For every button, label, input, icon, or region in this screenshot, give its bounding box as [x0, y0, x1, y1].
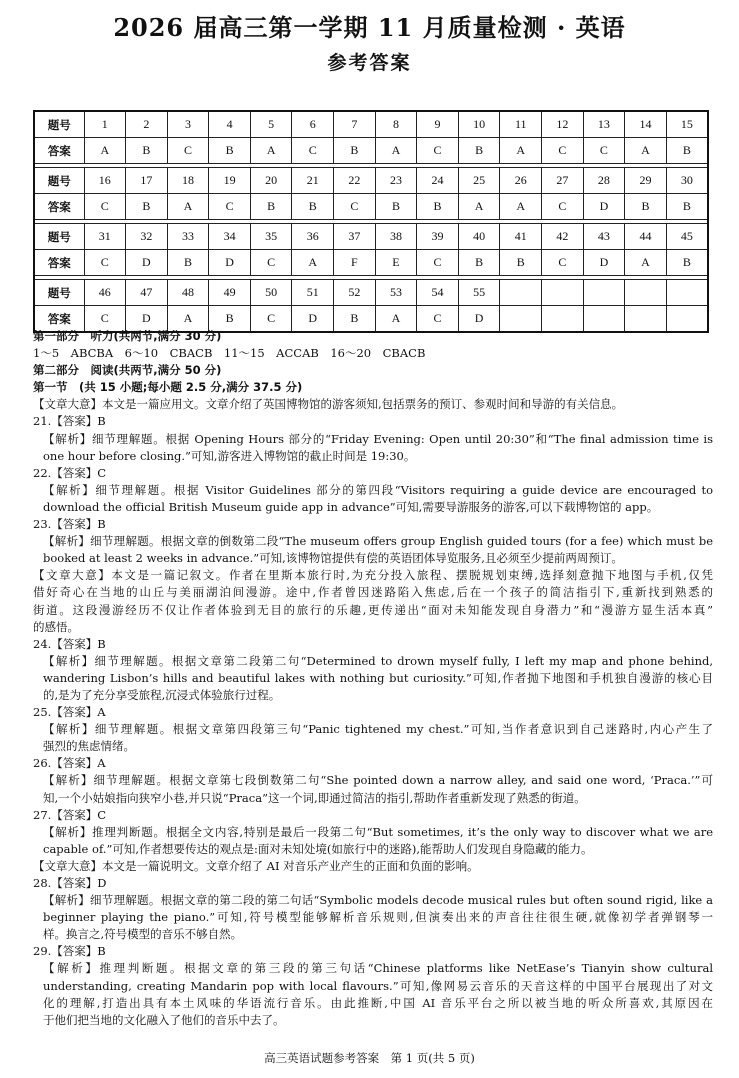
question-number-cell: 30 [666, 168, 708, 194]
answer-cell: B [417, 194, 459, 220]
text-line: wandering Lisbon’s hills and beautiful lakes with nothing but curiosity.”可知,作者抛下地图和手机独自漫游的核心目 [43, 670, 713, 685]
question-number-cell: 2 [126, 111, 168, 138]
question-number-cell: 31 [84, 224, 126, 250]
question-number-cell: 15 [666, 111, 708, 138]
question-number-cell: 5 [250, 111, 292, 138]
document-title: 2026 届高三第一学期 11 月质量检测 · 英语 [113, 13, 626, 42]
answer-table [33, 110, 709, 333]
answer-cell: C [542, 138, 584, 164]
text-line: 街道。这段漫游经历不仅让作者体验到无目的旅行的乐趣,更传递出“面对未知能发现自身潜力”和“漫游方显生活本真” [33, 602, 713, 617]
question-label-cell: 题号 [34, 280, 84, 306]
text-line: 第一部分 听力(共两节,满分 30 分) [33, 329, 222, 343]
text-line: 强烈的焦虑情绪。 [43, 739, 135, 754]
question-number-cell: 41 [500, 224, 542, 250]
question-number-cell: 40 [458, 224, 500, 250]
question-number-cell: 17 [126, 168, 168, 194]
question-number-cell [666, 280, 708, 306]
answer-cell: B [625, 194, 667, 220]
answer-cell: A [292, 250, 334, 276]
text-line: 第一节 (共 15 小题;每小题 2.5 分,满分 37.5 分) [33, 380, 303, 395]
question-number-cell: 1 [84, 111, 126, 138]
answer-cell: D [458, 306, 500, 333]
text-line: beginner playing the piano.”可知,符号模型能够解析音乐规则,但演奏出来的声音往往很生硬,就像初学者弹钢琴一 [43, 910, 713, 925]
question-number-cell: 22 [334, 168, 376, 194]
question-number-cell: 4 [209, 111, 251, 138]
answer-cell: D [209, 250, 251, 276]
question-number-cell: 25 [458, 168, 500, 194]
question-number-cell: 37 [334, 224, 376, 250]
question-number-cell: 14 [625, 111, 667, 138]
text-line: understanding, creating Mandarin pop with local flavours.”可知,像网易云音乐的天音这样的中国平台展现出了对文 [43, 978, 713, 993]
text-line: 【解析】细节理解题。根据 Opening Hours 部分的“Friday Evening: Open until 20:30”和“The final admission time is [43, 431, 713, 446]
question-number-cell: 26 [500, 168, 542, 194]
answer-cell: A [458, 194, 500, 220]
question-number-cell: 6 [292, 111, 334, 138]
answer-cell: C [583, 138, 625, 164]
answer-label-cell: 答案 [34, 138, 84, 164]
text-line: 样。换言之,符号模型的音乐不够自然。 [43, 927, 243, 942]
question-number-cell: 38 [375, 224, 417, 250]
text-line: capable of.”可知,作者想要传达的观点是:面对未知处境(如旅行中的迷路),能帮助人们发现自身隐藏的能力。 [43, 841, 593, 856]
question-number-cell: 18 [167, 168, 209, 194]
question-number-cell: 55 [458, 280, 500, 306]
text-line: 1～5 ABCBA 6～10 CBACB 11～15 ACCAB 16～20 CBACB [33, 346, 426, 361]
text-line: 26.【答案】A [33, 756, 106, 771]
question-number-cell: 8 [375, 111, 417, 138]
text-line: 23.【答案】B [33, 517, 106, 532]
answer-cell: B [375, 194, 417, 220]
answer-cell: B [292, 194, 334, 220]
text-line: 【解析】推理判断题。根据文章的第三段的第三句话“Chinese platforms like NetEase’s Tianyin show cultural [43, 961, 713, 976]
text-line: 【解析】推理判断题。根据全文内容,特别是最后一段第二句“But sometimes, it’s the only way to discover what we are [43, 824, 713, 839]
answer-label-cell: 答案 [34, 194, 84, 220]
page-footer: 高三英语试题参考答案 第 1 页(共 5 页) [264, 1051, 475, 1065]
answer-cell: C [542, 250, 584, 276]
question-number-cell: 21 [292, 168, 334, 194]
answer-cell: B [666, 250, 708, 276]
question-number-cell: 42 [542, 224, 584, 250]
question-number-cell: 12 [542, 111, 584, 138]
question-number-cell: 48 [167, 280, 209, 306]
answer-label-cell: 答案 [34, 250, 84, 276]
text-line: 知,一个小姑娘指向狭窄小巷,并只说“Praca”这一个词,即通过简洁的指引,帮助作者重新发现了熟悉的街道。 [43, 790, 586, 805]
answer-cell: C [209, 194, 251, 220]
question-number-cell: 35 [250, 224, 292, 250]
text-line: 【文章大意】本文是一篇说明文。文章介绍了 AI 对音乐产业产生的正面和负面的影响。 [33, 858, 479, 873]
answer-cell: A [500, 138, 542, 164]
question-number-cell: 52 [334, 280, 376, 306]
question-number-cell: 33 [167, 224, 209, 250]
text-line: download the official British Museum guide app in advance”可知,需要导游服务的游客,可以下载博物馆的 app。 [43, 499, 659, 514]
question-number-cell: 49 [209, 280, 251, 306]
question-number-cell: 19 [209, 168, 251, 194]
question-number-cell [542, 280, 584, 306]
question-number-row [34, 224, 708, 250]
question-number-cell: 54 [417, 280, 459, 306]
answer-cell: D [126, 250, 168, 276]
text-line: 21.【答案】B [33, 414, 106, 429]
answer-cell: B [209, 306, 251, 333]
answer-cell: D [292, 306, 334, 333]
document-subtitle: 参考答案 [327, 52, 412, 74]
answer-cell: C [250, 306, 292, 333]
answer-cell: D [583, 250, 625, 276]
answer-cell: A [375, 306, 417, 333]
text-line: 化的理解,打造出具有本土风味的华语流行音乐。由此推断,中国 AI 音乐平台之所以被当地的听众所喜欢,其原因在 [43, 995, 713, 1010]
question-number-cell: 9 [417, 111, 459, 138]
text-line: 【解析】细节理解题。根据文章第四段第三句“Panic tightened my chest.”可知,当作者意识到自己迷路时,内心产生了 [43, 722, 713, 737]
text-line: 的,是为了充分享受旅程,沉浸式体验旅行过程。 [43, 687, 281, 702]
question-number-cell: 27 [542, 168, 584, 194]
answer-cell: C [84, 194, 126, 220]
answer-row [34, 250, 708, 276]
answer-cell: F [334, 250, 376, 276]
text-line: 25.【答案】A [33, 705, 106, 720]
question-number-cell: 16 [84, 168, 126, 194]
text-line: 的感悟。 [33, 619, 79, 634]
answer-cell: B [334, 306, 376, 333]
question-number-cell: 24 [417, 168, 459, 194]
text-line: 22.【答案】C [33, 465, 107, 480]
text-line: 【文章大意】本文是一篇记叙文。作者在里斯本旅行时,为充分投入旅程、摆脱规划束缚,选择刻意抛下地图与手机,仅凭 [33, 568, 713, 583]
answer-cell: B [126, 194, 168, 220]
answer-cell: C [417, 306, 459, 333]
answer-cell: B [666, 194, 708, 220]
answer-cell: C [84, 306, 126, 333]
question-number-cell: 3 [167, 111, 209, 138]
text-line: one hour before closing.”可知,游客进入博物馆的截止时间是 19:30。 [43, 448, 416, 463]
question-number-cell: 13 [583, 111, 625, 138]
question-number-cell: 29 [625, 168, 667, 194]
answer-cell: B [167, 250, 209, 276]
answer-row [34, 194, 708, 220]
text-line: 【解析】细节理解题。根据 Visitor Guidelines 部分的第四段“Visitors requiring a guide device are encouraged to [43, 482, 713, 497]
text-line: 【解析】细节理解题。根据文章第二段第二句“Determined to drown myself fully, I left my map and phone behind, [43, 653, 713, 668]
answer-cell: B [334, 138, 376, 164]
answer-cell: C [167, 138, 209, 164]
answer-cell: C [84, 250, 126, 276]
text-line: 27.【答案】C [33, 807, 107, 822]
question-number-cell: 45 [666, 224, 708, 250]
question-number-cell: 11 [500, 111, 542, 138]
answer-cell: A [84, 138, 126, 164]
answer-cell: B [666, 138, 708, 164]
question-label-cell: 题号 [34, 168, 84, 194]
question-number-cell: 34 [209, 224, 251, 250]
answer-cell: A [500, 194, 542, 220]
text-line: 第二部分 阅读(共两节,满分 50 分) [33, 363, 222, 378]
question-number-cell: 23 [375, 168, 417, 194]
text-line: 【文章大意】本文是一篇应用文。文章介绍了英国博物馆的游客须知,包括票务的预订、参观时间和导游的有关信息。 [33, 397, 624, 412]
text-line: 24.【答案】B [33, 636, 106, 651]
answer-cell: B [209, 138, 251, 164]
answer-cell: B [458, 250, 500, 276]
question-number-cell [625, 280, 667, 306]
question-number-cell: 51 [292, 280, 334, 306]
question-number-cell: 43 [583, 224, 625, 250]
question-number-cell: 50 [250, 280, 292, 306]
answer-explanations [33, 328, 713, 1029]
text-line: 【解析】细节理解题。根据文章第七段倒数第二句“She pointed down a narrow alley, and said one word, ‘Praca.’”可 [43, 773, 713, 788]
question-number-row [34, 168, 708, 194]
question-number-row [34, 111, 708, 138]
answer-cell: A [625, 138, 667, 164]
answer-cell: C [417, 138, 459, 164]
question-number-cell: 47 [126, 280, 168, 306]
question-label-cell: 题号 [34, 224, 84, 250]
text-line: 于他们把当地的文化融入了他们的音乐中去了。 [43, 1012, 285, 1027]
answer-cell: B [126, 138, 168, 164]
question-number-cell: 28 [583, 168, 625, 194]
answer-cell: A [250, 138, 292, 164]
question-number-row [34, 280, 708, 306]
answer-cell: C [542, 194, 584, 220]
question-number-cell: 10 [458, 111, 500, 138]
text-line: booked at least 2 weeks in advance.”可知,该博物馆提供有偿的英语团体导览服务,且必须至少提前两周预订。 [43, 551, 623, 566]
text-line: 【解析】细节理解题。根据文章的第二段的第二句话“Symbolic models decode musical rules but often sound rigid, like a [43, 893, 713, 908]
question-label-cell: 题号 [34, 111, 84, 138]
question-number-cell: 44 [625, 224, 667, 250]
answer-cell: C [292, 138, 334, 164]
answer-cell: A [375, 138, 417, 164]
question-number-cell: 36 [292, 224, 334, 250]
answer-cell: B [500, 250, 542, 276]
answer-row [34, 138, 708, 164]
question-number-cell: 7 [334, 111, 376, 138]
question-number-cell: 39 [417, 224, 459, 250]
answer-cell: C [334, 194, 376, 220]
answer-cell: C [250, 250, 292, 276]
answer-label-cell: 答案 [34, 306, 84, 333]
question-number-cell [500, 280, 542, 306]
answer-cell: C [417, 250, 459, 276]
answer-cell: E [375, 250, 417, 276]
answer-cell: B [458, 138, 500, 164]
question-number-cell: 20 [250, 168, 292, 194]
question-number-cell [583, 280, 625, 306]
question-number-cell: 32 [126, 224, 168, 250]
text-line: 28.【答案】D [33, 876, 107, 890]
answer-cell: A [625, 250, 667, 276]
text-line: 【解析】细节理解题。根据文章的倒数第二段“The museum offers group English guided tours (for a fee) which must be [43, 534, 713, 549]
answer-cell: D [583, 194, 625, 220]
answer-cell: A [167, 306, 209, 333]
question-number-cell: 53 [375, 280, 417, 306]
answer-cell: B [250, 194, 292, 220]
text-line: 借好奇心在当地的山丘与美丽湖泊间漫游。途中,作者曾因迷路陷入焦虑,后在一个孩子的简洁指引下,重新找到熟悉的 [33, 585, 713, 600]
text-line: 29.【答案】B [33, 944, 106, 959]
answer-cell: A [167, 194, 209, 220]
question-number-cell: 46 [84, 280, 126, 306]
answer-cell: D [126, 306, 168, 333]
